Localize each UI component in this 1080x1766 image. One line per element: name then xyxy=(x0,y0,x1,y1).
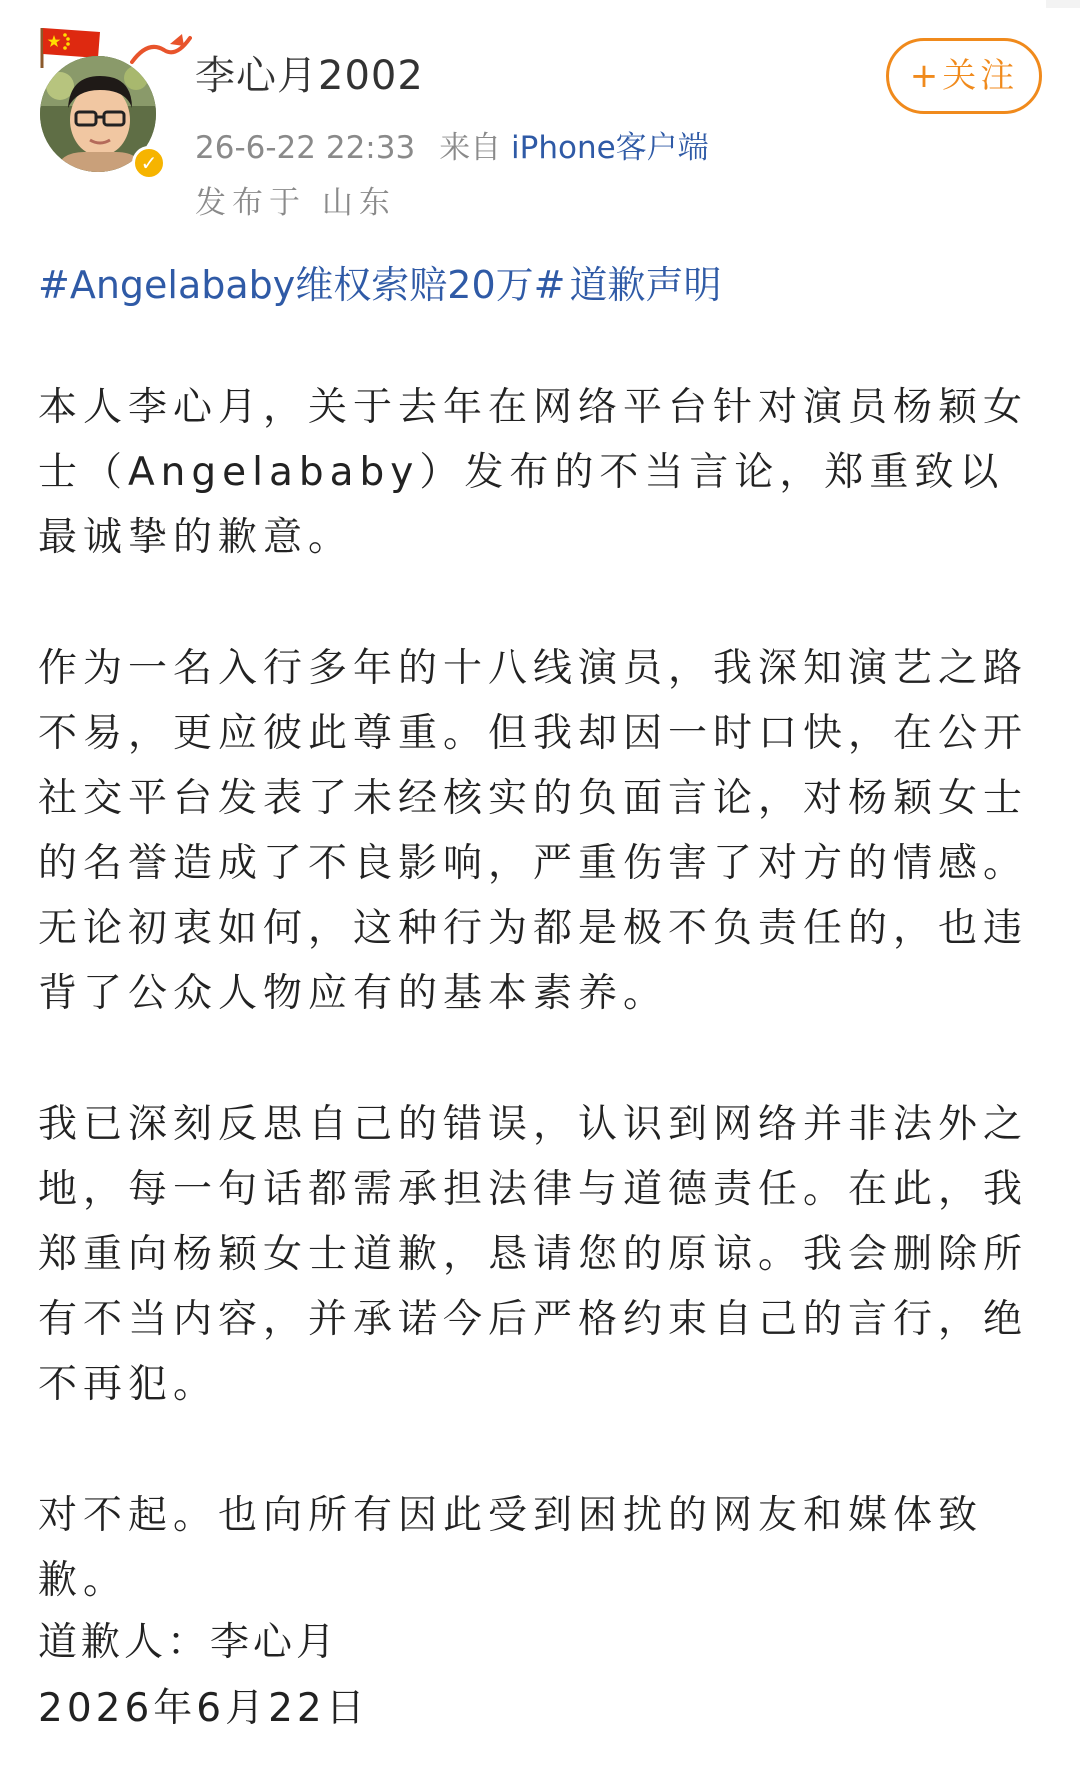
post-location: 发布于 山东 xyxy=(195,185,396,221)
signoff-date: 2026年6月22日 xyxy=(38,1686,369,1731)
post-meta xyxy=(195,122,709,167)
post-paragraph: 本人李心月，关于去年在网络平台针对演员杨颖女士（Angelababy）发布的不当言论，郑重致以最诚挚的歉意。 xyxy=(38,385,1029,560)
avatar-container[interactable] xyxy=(38,22,162,175)
ribbon-decoration-icon xyxy=(130,32,192,70)
hashtag-link[interactable]: #Angelababy维权索赔20万# xyxy=(38,263,566,307)
post-paragraph: 作为一名入行多年的十八线演员，我深知演艺之路不易，更应彼此尊重。但我却因一时口快，在公开社交平台发表了未经核实的负面言论，对杨颖女士的名誉造成了不良影响，严重伤害了对方的情感。无论初衷如何，这种行为都是极不负责任的，也违背了公众人物应有的基本素养。 xyxy=(38,646,1029,1016)
author-name[interactable]: 李心月2002 xyxy=(195,53,424,99)
signoff xyxy=(38,1610,369,1742)
post-paragraph: 对不起。也向所有因此受到困扰的网友和媒体致歉。 xyxy=(38,1493,984,1603)
signoff-name: 道歉人：李心月 xyxy=(38,1620,340,1665)
follow-button[interactable]: +关注 xyxy=(886,38,1042,114)
verified-badge-icon: ✓ xyxy=(132,146,166,180)
source-prefix: 来自 xyxy=(439,130,502,166)
post-timestamp: 26-6-22 22:33 xyxy=(195,130,416,166)
hashtag-link[interactable]: 道歉声明 xyxy=(569,263,722,307)
hashtag-row xyxy=(38,254,722,309)
source-client[interactable]: iPhone客户端 xyxy=(511,130,709,166)
post-paragraph: 我已深刻反思自己的错误，认识到网络并非法外之地，每一句话都需承担法律与道德责任。在此，我郑重向杨颖女士道歉，恳请您的原谅。我会删除所有不当内容，并承诺今后严格约束自己的言行，绝不再犯。 xyxy=(38,1102,1029,1407)
post-body xyxy=(38,375,1048,1679)
post-header xyxy=(0,0,1080,250)
